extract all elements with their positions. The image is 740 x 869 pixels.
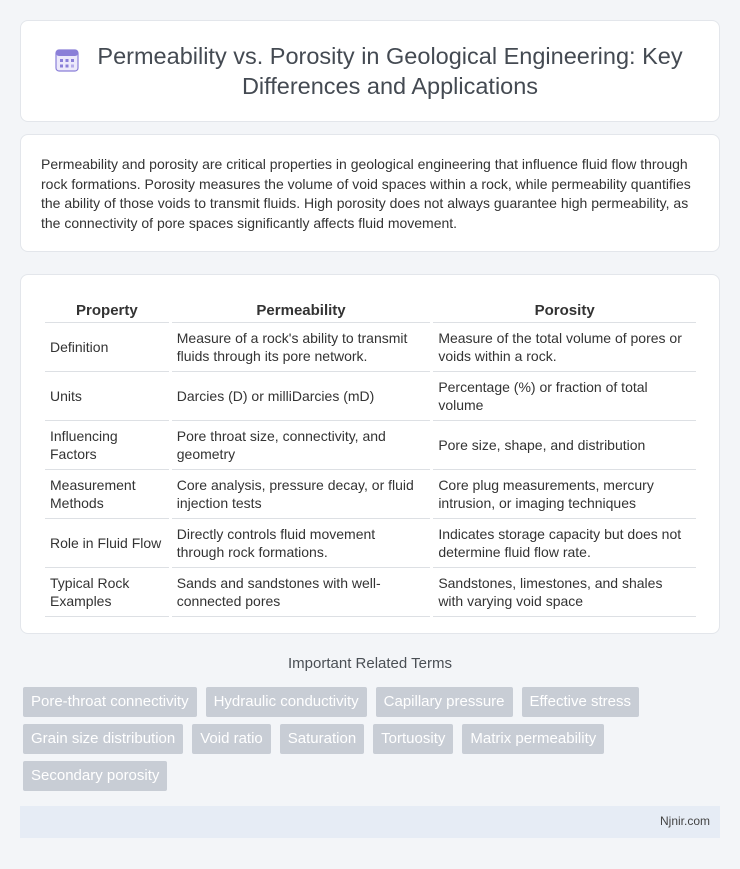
table-row [45,519,696,568]
table-cell-property: Influencing Factors [45,421,169,470]
table-cell-property: Measurement Methods [45,470,169,519]
related-term-tag[interactable]: Pore-throat connectivity [23,687,197,717]
table-row [45,568,696,617]
related-term-tag[interactable]: Saturation [280,724,364,754]
header-permeability: Permeability [172,295,431,323]
table-cell-property: Typical Rock Examples [45,568,169,617]
footer-site-link[interactable]: Njnir.com [659,814,710,828]
table-cell-property: Units [45,372,169,421]
related-term-tag[interactable]: Grain size distribution [23,724,183,754]
table-cell-porosity: Indicates storage capacity but does not determine fluid flow rate. [433,519,696,568]
table-cell-porosity: Pore size, shape, and distribution [433,421,696,470]
table-cell-permeability: Pore throat size, connectivity, and geometry [172,421,431,470]
table-row [45,323,696,372]
table-cell-permeability: Measure of a rock's ability to transmit fluids through its pore network. [172,323,431,372]
table-header-row [45,295,696,323]
related-terms-heading: Important Related Terms [288,655,452,672]
intro-card [20,134,720,252]
table-cell-porosity: Measure of the total volume of pores or voids within a rock. [433,323,696,372]
table-cell-permeability: Darcies (D) or milliDarcies (mD) [172,372,431,421]
table-row [45,470,696,519]
title-card [20,20,720,122]
table-cell-property: Role in Fluid Flow [45,519,169,568]
page-title: Permeability vs. Porosity in Geological Engineering: Key Differences and Applications [97,43,683,99]
comparison-table-card [20,274,720,634]
footer [20,806,720,838]
table-row [45,421,696,470]
related-term-tag[interactable]: Void ratio [192,724,271,754]
related-term-tag[interactable]: Hydraulic conductivity [206,687,367,717]
table-cell-permeability: Core analysis, pressure decay, or fluid injection tests [172,470,431,519]
related-term-tag[interactable]: Effective stress [522,687,639,717]
table-row [45,372,696,421]
table-cell-porosity: Percentage (%) or fraction of total volume [433,372,696,421]
related-term-tag[interactable]: Capillary pressure [376,687,513,717]
table-cell-permeability: Sands and sandstones with well-connected pores [172,568,431,617]
table-cell-porosity: Sandstones, limestones, and shales with varying void space [433,568,696,617]
related-term-tag[interactable]: Tortuosity [373,724,453,754]
comparison-table [42,295,699,617]
title-wrap [21,21,719,121]
table-cell-property: Definition [45,323,169,372]
table-cell-permeability: Directly controls fluid movement through rock formations. [172,519,431,568]
header-property: Property [45,295,169,323]
intro-paragraph: Permeability and porosity are critical properties in geological engineering that influence fluid flow through rock formations. Porosity measures the volume of void spaces within a rock, while permeability quantifies the ability of those voids to transmit fluids. High porosity does not always guarantee high permeability, as the connectivity of pore spaces significantly affects fluid movement. [41,156,691,231]
related-terms-list [20,687,720,798]
header-porosity: Porosity [433,295,696,323]
related-term-tag[interactable]: Secondary porosity [23,761,167,791]
table-cell-porosity: Core plug measurements, mercury intrusion, or imaging techniques [433,470,696,519]
related-term-tag[interactable]: Matrix permeability [462,724,604,754]
